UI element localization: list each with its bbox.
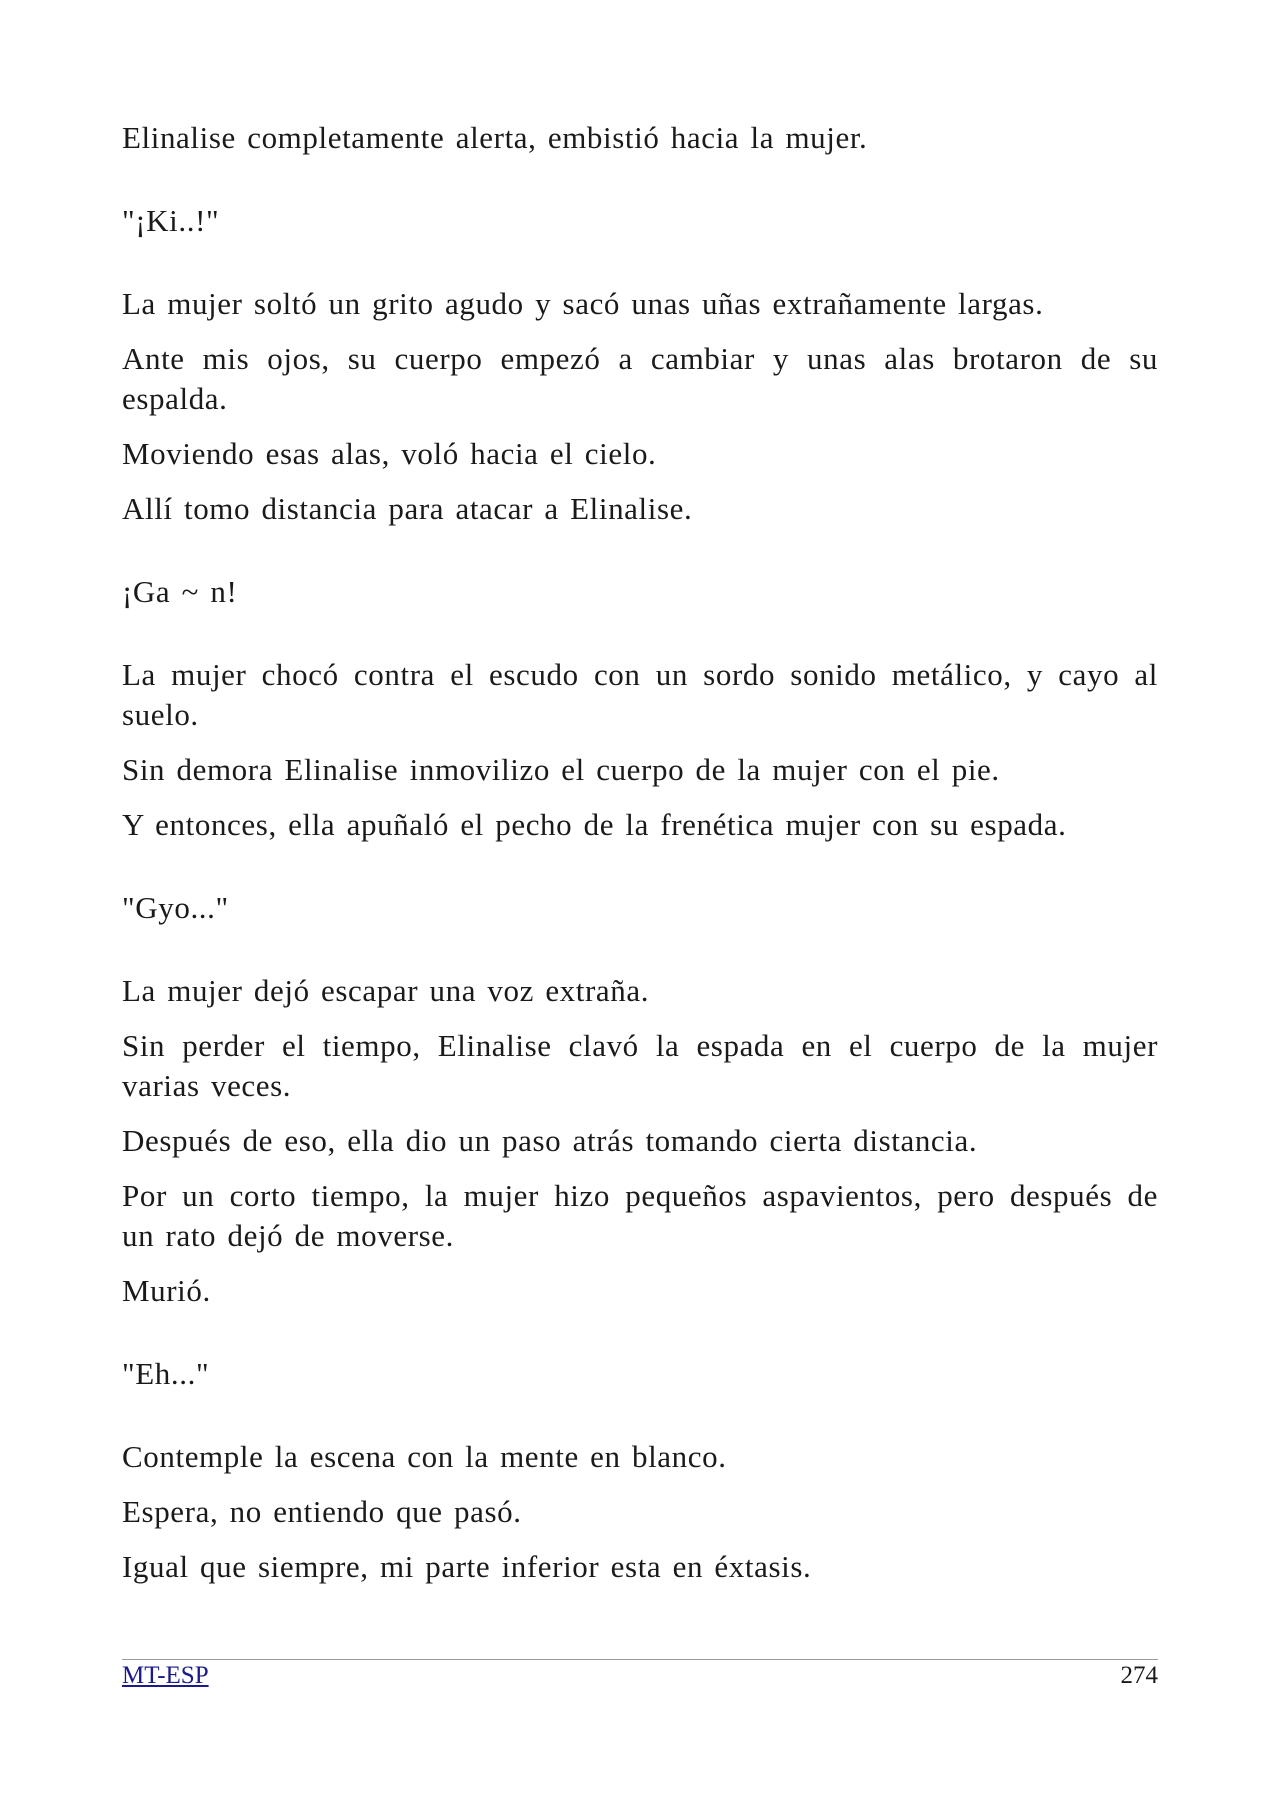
paragraph: Y entonces, ella apuñaló el pecho de la frenética mujer con su espada. — [122, 807, 1067, 842]
footer-divider — [122, 1659, 1158, 1660]
paragraph: Igual que siempre, mi parte inferior esta en éxtasis. — [122, 1549, 812, 1584]
page-footer — [122, 1661, 1158, 1691]
paragraph: Moviendo esas alas, voló hacia el cielo. — [122, 436, 657, 471]
page-number: 274 — [1120, 1662, 1158, 1689]
paragraph: La mujer dejó escapar una voz extraña. — [122, 973, 650, 1008]
paragraph: Por un corto tiempo, la mujer hizo pequeños aspavientos, pero después de un rato dejó de moverse. — [122, 1178, 1158, 1253]
paragraph: ¡Ga ~ n! — [122, 574, 238, 609]
paragraph: Murió. — [122, 1273, 211, 1308]
paragraph: La mujer chocó contra el escudo con un sordo sonido metálico, y cayo al suelo. — [122, 657, 1158, 732]
paragraph: Sin perder el tiempo, Elinalise clavó la espada en el cuerpo de la mujer varias veces. — [122, 1028, 1158, 1103]
paragraph: Después de eso, ella dio un paso atrás tomando cierta distancia. — [122, 1123, 978, 1158]
paragraph: Contemple la escena con la mente en blanco. — [122, 1439, 727, 1474]
page-body — [122, 118, 1158, 1587]
footer-link[interactable]: MT-ESP — [122, 1662, 209, 1689]
paragraph: "¡Ki..!" — [122, 203, 220, 238]
paragraph: Sin demora Elinalise inmovilizo el cuerpo de la mujer con el pie. — [122, 752, 1000, 787]
paragraph: Espera, no entiendo que pasó. — [122, 1494, 522, 1529]
paragraph: Ante mis ojos, su cuerpo empezó a cambiar y unas alas brotaron de su espalda. — [122, 341, 1158, 416]
paragraph: La mujer soltó un grito agudo y sacó unas uñas extrañamente largas. — [122, 286, 1044, 321]
paragraph: Elinalise completamente alerta, embistió hacia la mujer. — [122, 120, 868, 155]
paragraph: "Gyo..." — [122, 890, 229, 925]
paragraph: "Eh..." — [122, 1356, 210, 1391]
paragraph: Allí tomo distancia para atacar a Elinalise. — [122, 491, 693, 526]
